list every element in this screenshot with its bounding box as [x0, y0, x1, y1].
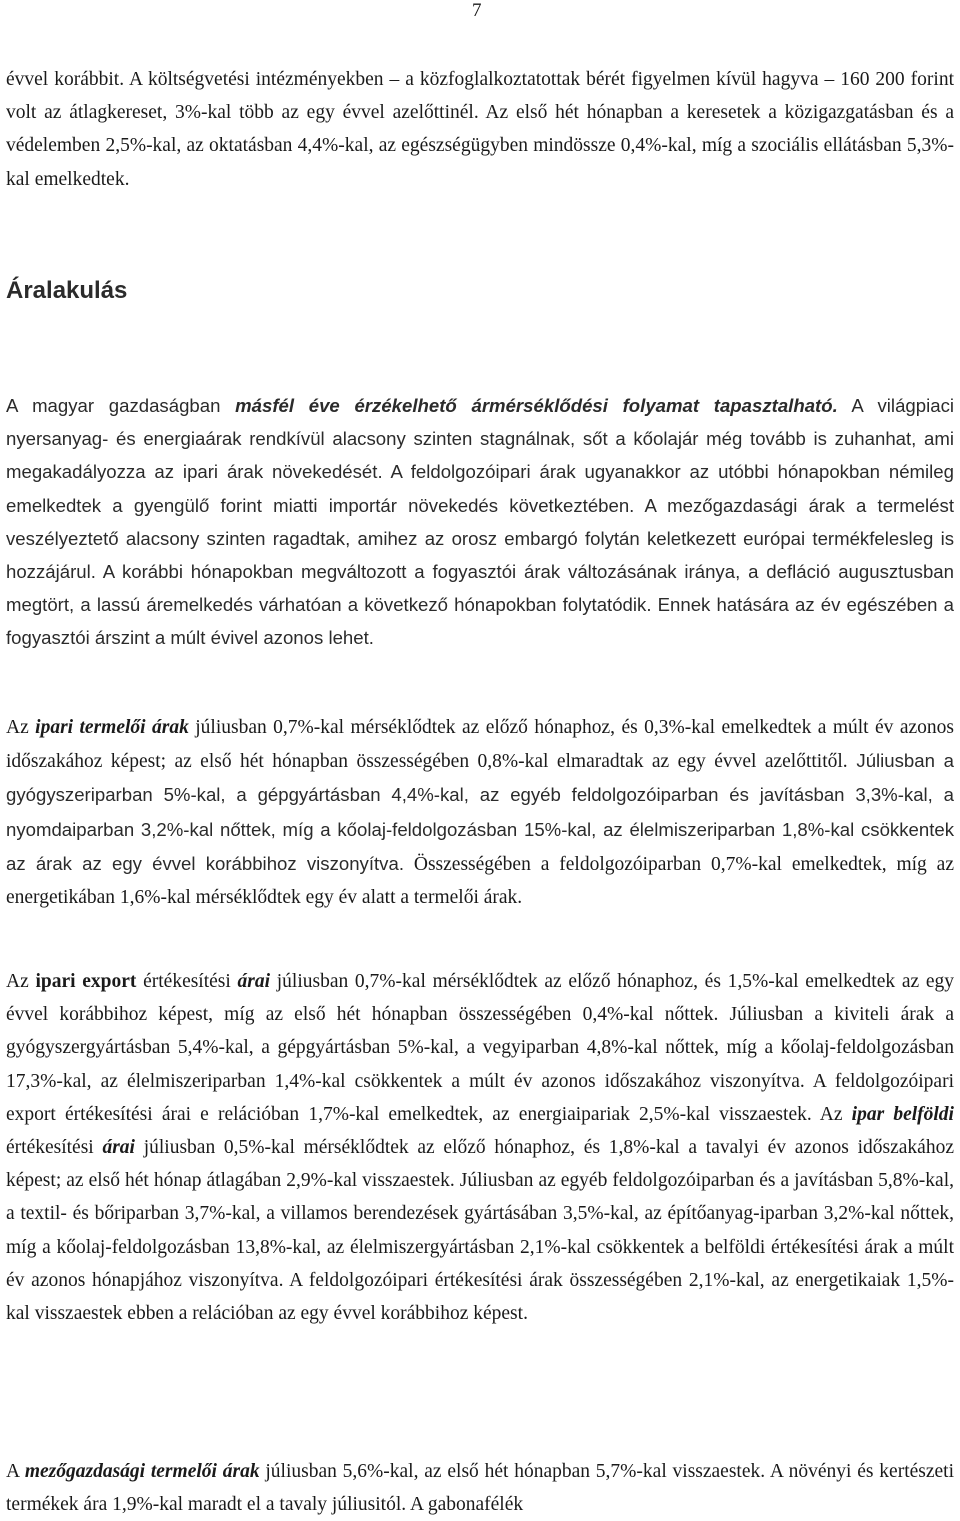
prices-sentence-b: A feldolgozóipari árak ugyanakkor az utóbbi hónapokban némileg emelkedtek a gyengülő forint miatti importár növekedés következtében. [6, 461, 954, 516]
export-text-3: júliusban 0,7%-kal mérséklődtek az előző hónaphoz, és 1,5%-kal emelkedtek az egy évvel korábbihoz képest, míg az első hét hónapban összességében 0,4%-kal nőttek. [6, 971, 954, 1026]
industrial-text-1: Az [6, 717, 36, 738]
export-text-4: Júliusban a kiviteli árak a gyógyszergyártásban 5,4%-kal, a gépgyártásban 5%-kal, a vegyiparban 4,8%-kal nőttek, míg a kőolaj-feldolgozásban 17,3%-kal, az élelmiszeriparban 1,4%-kal csökkentek a múlt év azonos időszakához viszonyítva. [6, 1004, 955, 1092]
prices-sentence-c: A mezőgazdasági árak a termelést veszélyeztető alacsony szinten ragadtak, amihez az orosz embargó folytán keletkezett európai termékfelesleg is hozzájárul. A korábbi hónapokban megváltozott a fogyasztói árak változásának iránya, a defláció augusztusban megtört, a lassú áremelkedés várhatóan a következő hónapokban folytatódik. Ennek hatására az év egészében a fogyasztói árszint a múlt évivel azonos lehet. [6, 494, 954, 649]
export-text-9: A feldolgozóipari értékesítési árak összességében 2,1%-kal, az energetikaiak 1,5%-kal visszaestek ebben a relációban az egy évvel korábbihoz képest. [6, 1269, 954, 1325]
agri-text-3: A növényi és kertészeti termékek ára 1,9%-kal maradt el a tavaly júliusitól. A gabonafélék [6, 1461, 955, 1516]
agri-prices-paragraph [6, 1455, 954, 1521]
export-text-1: Az [6, 971, 36, 992]
industrial-text-3: Júliusban a gyógyszeriparban 5%-kal, a gépgyártásban 4,4%-kal, az egyéb feldolgozóiparban és javításban 3,3%-kal, a nyomdaiparban 3,2%-kal nőttek, míg a kőolaj-feldolgozásban 15%-kal, az élelmiszeriparban 1,8%-kal csökkentek az árak az egy évvel korábbihoz viszonyítva. [6, 750, 955, 874]
intro-text: évvel korábbit. A költségvetési intézményekben – a közfoglalkoztatottak bérét figyelmen kívül hagyva – 160 200 forint volt az átlagkereset, 3%-kal több az egy évvel azelőttinél. Az első hét hónapban a keresetek a közigazgatásban és a védelemben 2,5%-kal, az oktatásban 4,4%-kal, az egészségügyben mindössze 0,4%-kal, míg a szociális ellátásban 5,3%-kal emelkedtek. [6, 69, 954, 190]
export-emphasis-1: árai [237, 971, 271, 992]
industrial-text-4: Összességében a feldolgozóiparban 0,7%-kal emelkedtek, míg az energetikában 1,6%-kal mérséklődtek egy év alatt a termelői árak. [6, 853, 954, 909]
export-emphasis-2: ipar belföldi [851, 1103, 954, 1125]
section-title: Áralakulás [6, 277, 128, 304]
prices-sentence-a: A világpiaci nyersanyag- és energiaárak rendkívül alacsony szinten stagnálnak, sőt a kőolajár még tovább is zuhanhat, ami megakadályozza az ipari árak növekedését. [6, 395, 954, 483]
export-text-2: értékesítési [136, 971, 238, 992]
industrial-prices-paragraph [6, 711, 954, 914]
export-text-5: A feldolgozóipari export értékesítési árai e relációban 1,7%-kal emelkedtek, az energiaipariak 2,5%-kal visszaestek. Az [6, 1070, 954, 1125]
agri-text-2: júliusban 5,6%-kal, az első hét hónapban 5,7%-kal visszaestek. [259, 1461, 766, 1482]
industrial-emphasis: ipari termelői árak [35, 717, 189, 738]
prices-emphasis: másfél éve érzékelhető ármérséklődési folyamat tapasztalható. [235, 395, 838, 416]
intro-paragraph [6, 63, 954, 196]
prices-paragraph [6, 389, 954, 655]
prices-lead: A magyar gazdaságban [6, 395, 236, 416]
agri-emphasis: mezőgazdasági termelői árak [24, 1461, 260, 1482]
export-emphasis-3: árai [102, 1137, 135, 1159]
export-prices-paragraph [6, 965, 954, 1330]
export-text-8: Júliusban az egyéb feldolgozóiparban és a javításban 5,8%-kal, a textil- és bőriparban 3,7%-kal, a villamos berendezések gyártásában 3,5%-kal, az építőanyag-iparban 3,2%-kal nőttek, míg a kőolaj-feldolgozásban 13,8%-kal, az élelmiszergyártásban 2,1%-kal csökkentek a belföldi értékesítési árak a múlt év azonos hónapjához viszonyítva. [6, 1170, 954, 1291]
export-bold: ipari export [35, 971, 137, 992]
export-text-6: értékesítési [6, 1137, 103, 1159]
export-text-7: júliusban 0,5%-kal mérséklődtek az előző hónaphoz, és 1,8%-kal a tavalyi év azonos időszakához képest; az első hét hónap átlagában 2,9%-kal visszaestek. [6, 1137, 954, 1192]
industrial-text-2: júliusban 0,7%-kal mérséklődtek az előző hónaphoz, és 0,3%-kal emelkedtek a múlt év azonos időszakához képest; az első hét hónapban összességében 0,8%-kal elmaradtak az egy évvel azelőttitől. [6, 717, 954, 773]
agri-text-1: A [6, 1461, 25, 1482]
page-number: 7 [472, 0, 482, 21]
